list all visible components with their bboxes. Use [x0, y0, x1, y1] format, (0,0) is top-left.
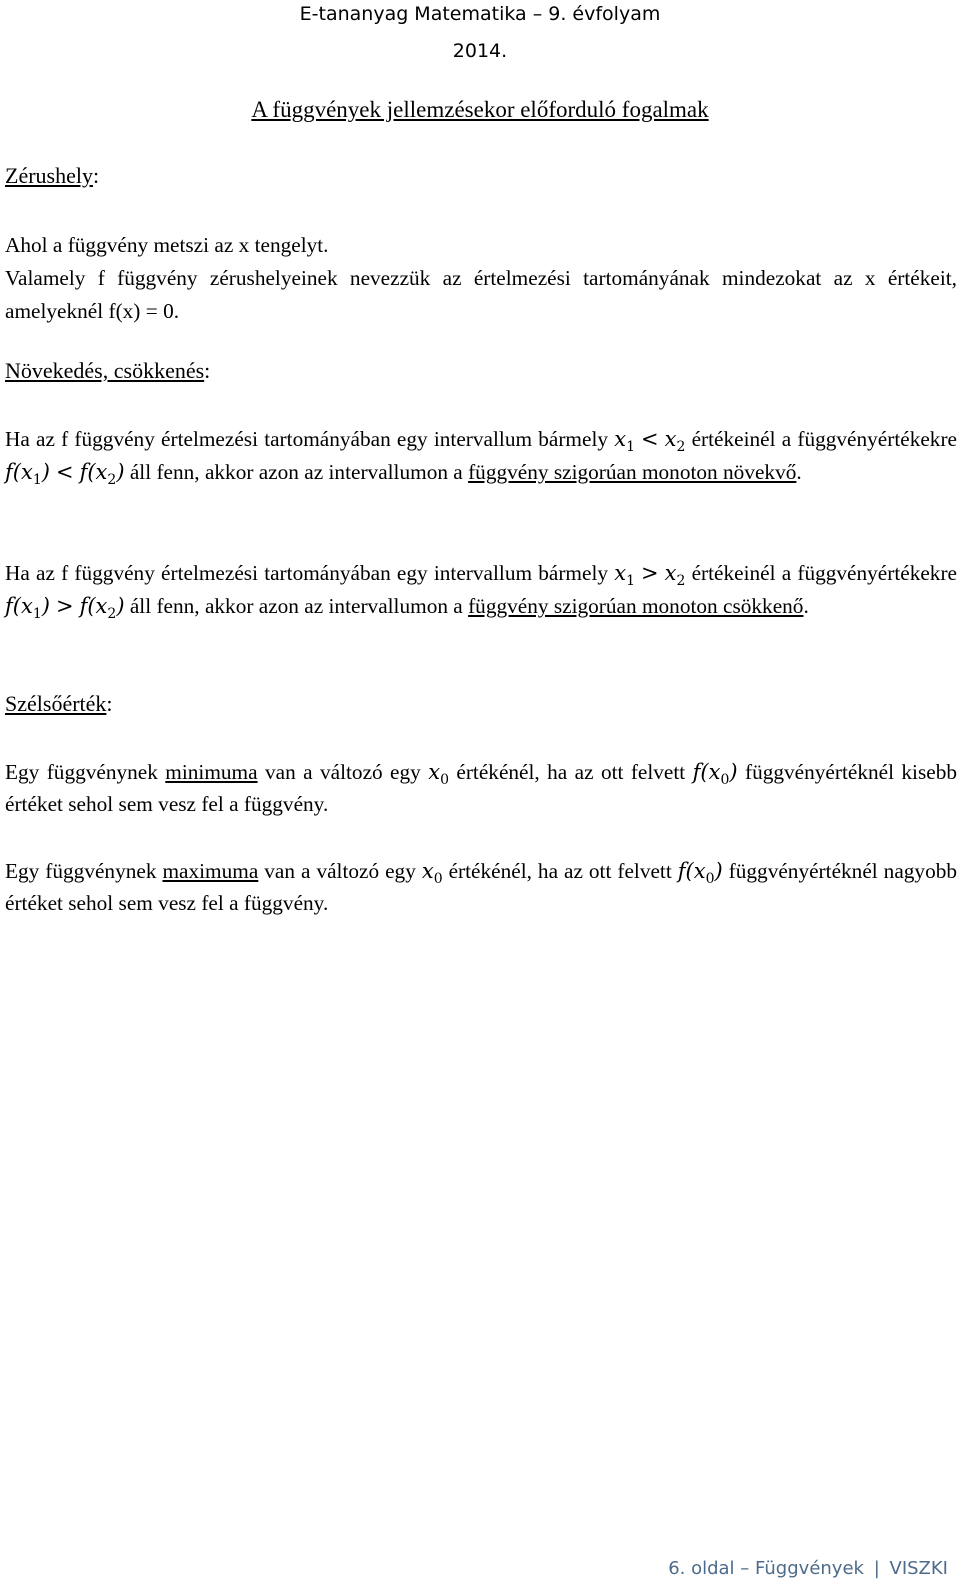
math-f: f	[79, 594, 88, 618]
math-sub: 0	[433, 871, 443, 887]
minimum-x0	[428, 760, 449, 788]
math-x: x	[614, 427, 627, 451]
maximum-text-3: értékénél, ha az ott felvett	[448, 859, 672, 883]
math-x: x	[428, 760, 441, 784]
math-sub: 1	[626, 439, 635, 455]
math-f: f	[677, 859, 686, 883]
increasing-text-2: értékeinél a függvényértékekre	[691, 427, 957, 451]
heading-novekedes-text: Növekedés, csökkenés	[5, 358, 205, 383]
math-paren: (	[12, 594, 21, 618]
maximum-definition	[5, 855, 957, 919]
math-lt: <	[640, 427, 659, 451]
math-sub: 0	[720, 772, 730, 788]
math-sub: 0	[440, 772, 449, 788]
footer-dash: –	[740, 1558, 750, 1579]
math-paren: )	[41, 594, 50, 618]
math-gt: >	[55, 594, 74, 618]
header-line-1: E-tananyag Matematika – 9. évfolyam	[299, 3, 661, 25]
math-x: x	[614, 561, 627, 585]
maximum-text-4: függvényértéknél nagyobb értéket sehol sem vesz fel a függvény.	[5, 859, 958, 915]
decreasing-condition-f	[5, 594, 125, 622]
increasing-condition-f	[5, 460, 125, 488]
increasing-definition	[5, 423, 957, 489]
math-sub: 2	[107, 472, 117, 488]
math-sub: 2	[676, 573, 686, 589]
maximum-f-x0	[677, 859, 723, 887]
math-paren: (	[700, 760, 709, 784]
heading-zerushely: Zérushely:	[5, 163, 100, 188]
minimum-f-x0	[692, 760, 738, 788]
math-x: x	[95, 594, 108, 618]
math-x: x	[421, 859, 434, 883]
math-paren: )	[729, 760, 738, 784]
minimum-text-2: van a változó egy	[264, 760, 421, 784]
footer-page: 6. oldal	[668, 1558, 735, 1579]
math-paren: (	[87, 594, 96, 618]
math-x: x	[20, 460, 33, 484]
math-f: f	[692, 760, 701, 784]
decreasing-text-3: áll fenn, akkor azon az intervallumon a	[129, 594, 463, 618]
maximum-x0	[421, 859, 443, 887]
decreasing-definition	[5, 557, 957, 623]
math-paren: )	[41, 460, 50, 484]
math-x: x	[708, 760, 721, 784]
math-paren: )	[714, 859, 723, 883]
math-x: x	[20, 594, 33, 618]
math-x: x	[693, 859, 706, 883]
math-sub: 1	[32, 472, 42, 488]
decreasing-text-1: Ha az f függvény értelmezési tartományában egy intervallum bármely	[5, 561, 609, 585]
math-sub: 2	[676, 439, 686, 455]
math-paren: )	[116, 594, 125, 618]
maximum-text-1: Egy függvénynek	[5, 859, 157, 883]
math-paren: (	[685, 859, 694, 883]
heading-zerushely-text: Zérushely	[5, 163, 93, 188]
math-sub: 1	[626, 573, 635, 589]
heading-szelsoertek-text: Szélsőérték	[5, 691, 107, 716]
math-sub: 0	[705, 871, 715, 887]
heading-szelsoertek: Szélsőérték:	[5, 691, 113, 716]
increasing-text-3: áll fenn, akkor azon az intervallumon a	[129, 460, 463, 484]
increasing-term: függvény szigorúan monoton növekvő	[468, 460, 797, 484]
minimum-definition	[5, 756, 957, 820]
math-sub: 2	[107, 606, 117, 622]
math-paren: )	[116, 460, 125, 484]
footer-org: VISZKI	[889, 1558, 948, 1579]
decreasing-text-2: értékeinél a függvényértékekre	[691, 561, 957, 585]
math-f: f	[79, 460, 88, 484]
math-lt: <	[55, 460, 74, 484]
math-paren: (	[87, 460, 96, 484]
minimum-term: minimuma	[165, 760, 258, 784]
math-x: x	[95, 460, 108, 484]
minimum-text-1: Egy függvénynek	[5, 760, 158, 784]
footer-subject: Függvények	[755, 1558, 864, 1579]
math-paren: (	[12, 460, 21, 484]
math-x: x	[664, 561, 677, 585]
math-x: x	[664, 427, 677, 451]
math-f: f	[5, 594, 13, 618]
maximum-term: maximuma	[162, 859, 259, 883]
maximum-text-2: van a változó egy	[264, 859, 416, 883]
document-title: A függvények jellemzésekor előforduló fogalmak	[251, 97, 709, 122]
increasing-condition-x	[614, 427, 686, 455]
math-sub: 1	[32, 606, 42, 622]
decreasing-condition-x	[614, 561, 686, 589]
minimum-text-4: függvényértéknél kisebb értéket sehol sem vesz fel a függvény.	[5, 760, 958, 816]
page-footer	[668, 1557, 948, 1581]
heading-novekedes: Növekedés, csökkenés:	[5, 358, 211, 383]
decreasing-term: függvény szigorúan monoton csökkenő	[468, 594, 804, 618]
decreasing-end: .	[803, 594, 809, 618]
math-gt: >	[640, 561, 659, 585]
increasing-text-1: Ha az f függvény értelmezési tartományában egy intervallum bármely	[5, 427, 609, 451]
math-f: f	[5, 460, 13, 484]
zerushely-paragraph-2: Valamely f függvény zérushelyeinek nevezzük az értelmezési tartományának mindezokat az x értékeit, amelyeknél f(x) = 0.	[5, 266, 957, 323]
header-year: 2014.	[452, 40, 508, 62]
increasing-end: .	[796, 460, 802, 484]
footer-separator: |	[873, 1558, 880, 1579]
minimum-text-3: értékénél, ha az ott felvett	[456, 760, 686, 784]
zerushely-paragraph-1: Ahol a függvény metszi az x tengelyt.	[5, 233, 329, 257]
